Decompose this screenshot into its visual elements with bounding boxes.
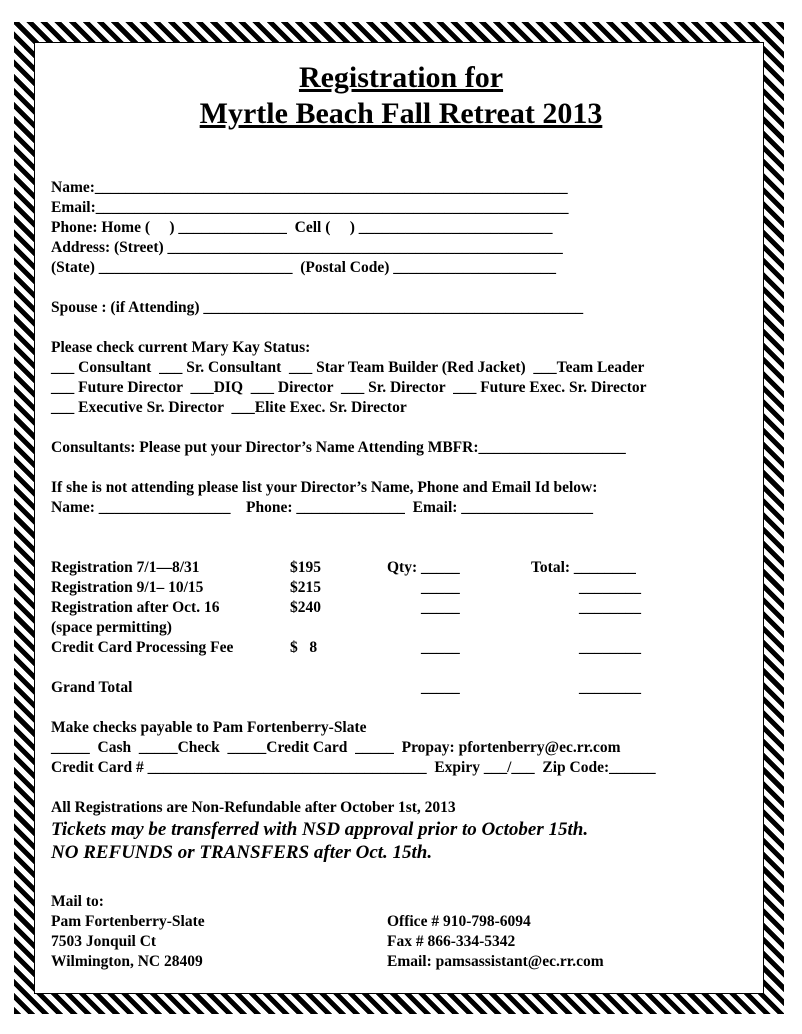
- fee-label: Registration 7/1—8/31: [51, 559, 200, 576]
- phone-field[interactable]: Phone: Home ( ) ______________ Cell ( ) _________________________: [51, 219, 553, 236]
- fee-label: Registration after Oct. 16: [51, 599, 220, 616]
- total-field[interactable]: ________: [579, 639, 641, 656]
- grand-total-row: [51, 678, 751, 698]
- mail-name: Pam Fortenberry-Slate: [51, 913, 205, 930]
- email-field[interactable]: Email:_____________________________________________________________: [51, 199, 569, 216]
- status-options-3[interactable]: ___ Executive Sr. Director ___Elite Exec. Sr. Director: [51, 399, 407, 416]
- mail-row: [51, 932, 751, 952]
- street-field[interactable]: Address: (Street) ___________________________________________________: [51, 239, 563, 256]
- contact-email: Email: pamsassistant@ec.rr.com: [387, 953, 604, 970]
- fee-label: Registration 9/1– 10/15: [51, 579, 204, 596]
- fee-row: [51, 578, 751, 598]
- office-phone: Office # 910-798-6094: [387, 913, 531, 930]
- mail-row: [51, 952, 751, 972]
- qty-field[interactable]: _____: [421, 679, 460, 696]
- fee-row: [51, 618, 751, 638]
- mail-street: 7503 Jonquil Ct: [51, 933, 157, 950]
- total-field[interactable]: ________: [579, 599, 641, 616]
- director-info-heading: If she is not attending please list your Director’s Name, Phone and Email Id below:: [51, 479, 598, 496]
- fee-row: [51, 638, 751, 658]
- total-field[interactable]: ________: [579, 579, 641, 596]
- qty-field[interactable]: _____: [421, 579, 460, 596]
- name-field[interactable]: Name:_____________________________________________________________: [51, 179, 568, 196]
- mail-heading: Mail to:: [51, 893, 104, 910]
- fee-price: $240: [290, 599, 321, 616]
- fee-row: [51, 558, 751, 578]
- title-line-1: Registration for: [298, 61, 504, 94]
- status-options-2[interactable]: ___ Future Director ___DIQ ___ Director ___ Sr. Director ___ Future Exec. Sr. Director: [51, 379, 647, 396]
- no-refunds-note: NO REFUNDS or TRANSFERS after Oct. 15th.: [51, 842, 433, 863]
- grand-total-label: Grand Total: [51, 679, 133, 696]
- status-options-1[interactable]: ___ Consultant ___ Sr. Consultant ___ Star Team Builder (Red Jacket) ___Team Leader: [51, 359, 645, 376]
- qty-field[interactable]: _____: [421, 599, 460, 616]
- mail-city: Wilmington, NC 28409: [51, 953, 203, 970]
- credit-card-field[interactable]: Credit Card # ____________________________________ Expiry ___/___ Zip Code:______: [51, 759, 656, 776]
- total-field[interactable]: Total: ________: [531, 559, 636, 576]
- total-field[interactable]: ________: [579, 679, 641, 696]
- payment-method-options[interactable]: _____ Cash _____Check _____Credit Card _____ Propay: pfortenberry@ec.rr.com: [51, 739, 621, 756]
- form-title: [51, 60, 751, 132]
- nonrefund-note: All Registrations are Non-Refundable after October 1st, 2013: [51, 799, 456, 816]
- fee-price: $195: [290, 559, 321, 576]
- qty-field[interactable]: Qty: _____: [387, 559, 460, 576]
- registration-form: [51, 60, 751, 972]
- fee-price: $ 8: [290, 639, 318, 656]
- title-line-2: Myrtle Beach Fall Retreat 2013: [199, 97, 603, 130]
- fee-label: (space permitting): [51, 619, 172, 636]
- fee-row: [51, 598, 751, 618]
- director-name-field[interactable]: Consultants: Please put your Director’s Name Attending MBFR:___________________: [51, 439, 626, 456]
- qty-field[interactable]: _____: [421, 639, 460, 656]
- fee-table: [51, 558, 751, 698]
- fax-number: Fax # 866-334-5342: [387, 933, 516, 950]
- payable-note: Make checks payable to Pam Fortenberry-Slate: [51, 719, 367, 736]
- fee-label: Credit Card Processing Fee: [51, 639, 234, 656]
- mail-row: [51, 912, 751, 932]
- state-postal-field[interactable]: (State) _________________________ (Postal Code) _____________________: [51, 259, 557, 276]
- status-heading: Please check current Mary Kay Status:: [51, 339, 311, 356]
- spouse-field[interactable]: Spouse : (if Attending) _________________________________________________: [51, 299, 584, 316]
- transfer-note: Tickets may be transferred with NSD approval prior to October 15th.: [51, 819, 589, 840]
- fee-price: $215: [290, 579, 321, 596]
- director-contact-fields[interactable]: Name: _________________ Phone: ______________ Email: _________________: [51, 499, 594, 516]
